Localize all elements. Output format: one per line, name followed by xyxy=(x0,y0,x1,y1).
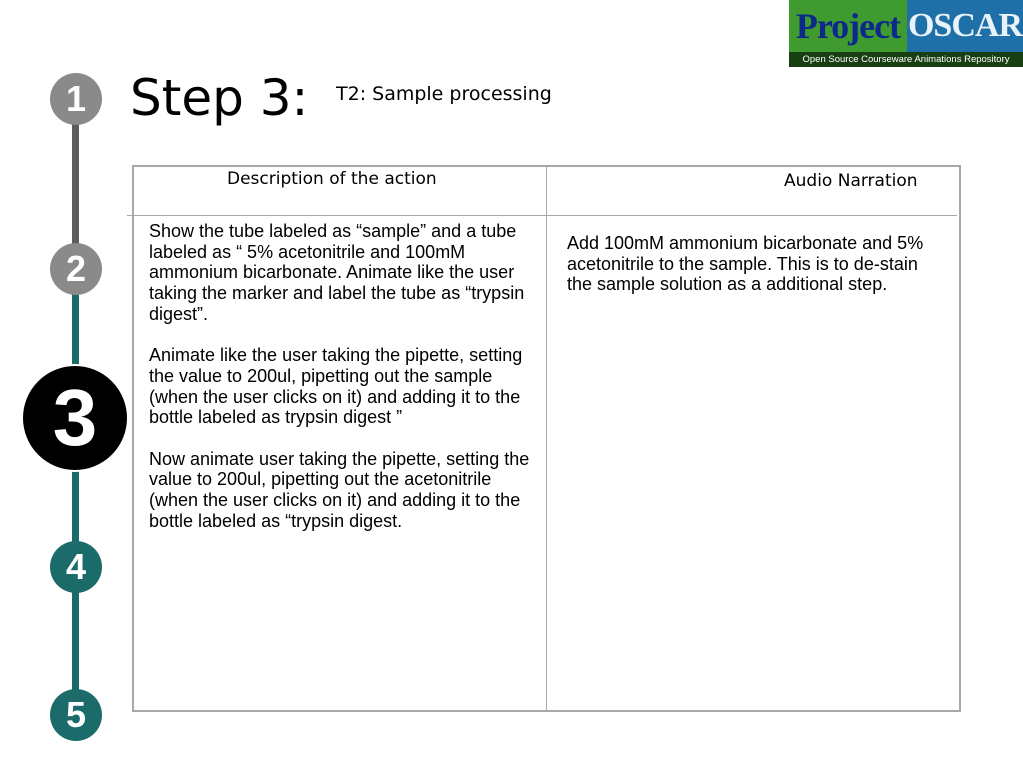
table-header-divider xyxy=(127,215,957,216)
logo-word-project: Project xyxy=(789,0,907,52)
step-4-circle: 4 xyxy=(50,541,102,593)
audio-narration-cell xyxy=(567,233,947,295)
page-title: Step 3: xyxy=(130,69,309,127)
step-1-circle: 1 xyxy=(50,73,102,125)
step-5-circle: 5 xyxy=(50,689,102,741)
description-paragraph: Show the tube labeled as “sample” and a tube labeled as “ 5% acetonitrile and 100mM ammonium bicarbonate. Animate like the user taking the marker and label the tube as “trypsin digest”. xyxy=(149,221,525,324)
page-subtitle: T2: Sample processing xyxy=(336,83,552,105)
action-description-cell xyxy=(149,221,544,552)
step-2-circle: 2 xyxy=(50,243,102,295)
header-description-of-action: Description of the action xyxy=(227,169,437,189)
header-audio-narration: Audio Narration xyxy=(784,171,918,191)
step-3-circle-current: 3 xyxy=(21,364,129,472)
description-paragraph: Animate like the user taking the pipette, setting the value to 200ul, pipetting out the sample (when the user clicks on it) and adding it to the bottle labeled as trypsin digest ” xyxy=(149,345,523,428)
table-column-divider xyxy=(546,167,547,710)
logo-tagline: Open Source Courseware Animations Repository xyxy=(789,52,1023,67)
project-oscar-logo xyxy=(789,0,1023,67)
narration-text: Add 100mM ammonium bicarbonate and 5% acetonitrile to the sample. This is to de-stain the sample solution as a additional step. xyxy=(567,233,924,295)
logo-word-oscar: OSCAR xyxy=(907,0,1023,52)
description-paragraph: Now animate user taking the pipette, setting the value to 200ul, pipetting out the acetonitrile (when the user clicks on it) and adding it to the bottle labeled as “trypsin digest. xyxy=(149,448,530,531)
